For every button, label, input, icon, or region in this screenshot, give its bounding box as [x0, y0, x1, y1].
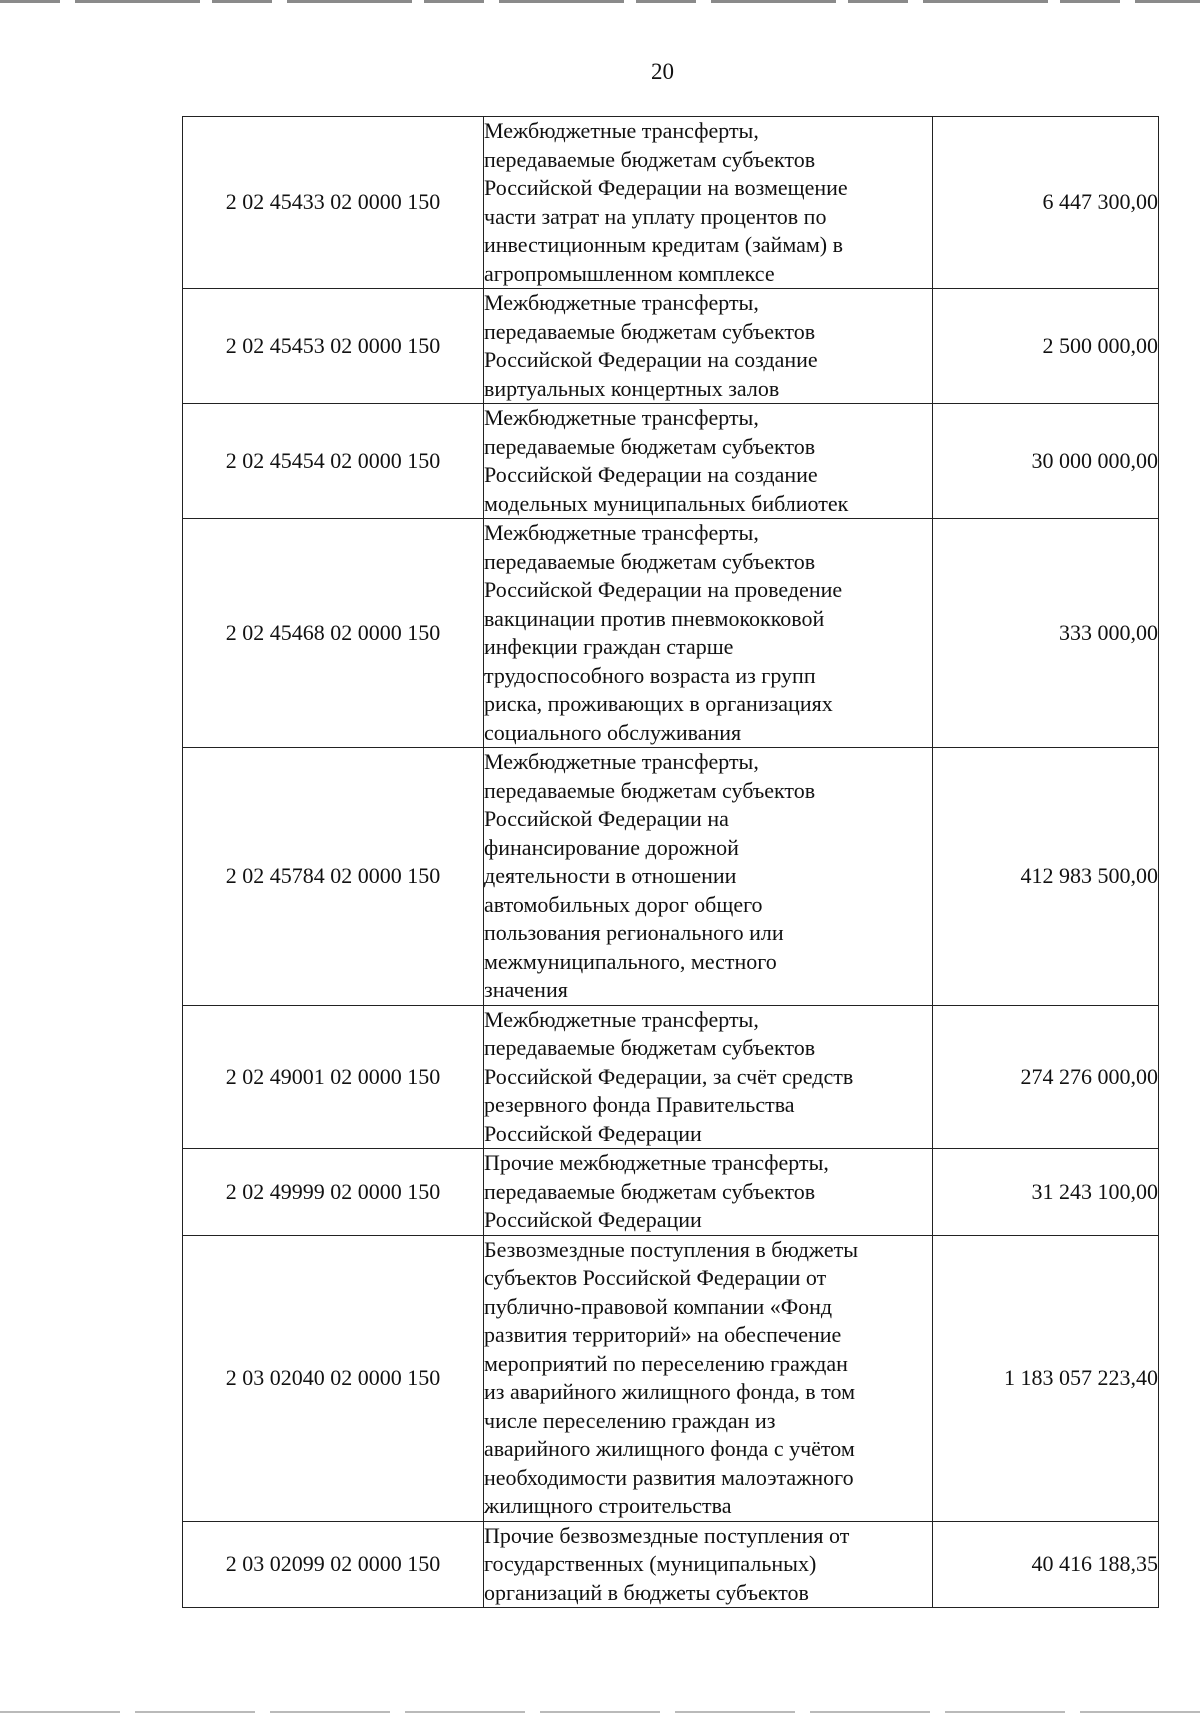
description-line: Безвозмездные поступления в бюджеты: [484, 1236, 858, 1262]
amount-cell: 274 276 000,00: [933, 1005, 1159, 1149]
description-cell: [484, 1149, 933, 1236]
description-line: субъектов Российской Федерации от: [484, 1265, 827, 1290]
amount-cell: 31 243 100,00: [933, 1149, 1159, 1236]
description-line: Российской Федерации на: [484, 806, 729, 831]
description-line: передаваемые бюджетам субъектов: [484, 548, 816, 574]
description-line: Межбюджетные трансферты,: [484, 1006, 759, 1032]
description-line: передаваемые бюджетам субъектов: [484, 146, 816, 172]
description-line: Межбюджетные трансферты,: [484, 118, 759, 143]
budget-revenue-table: [182, 116, 1159, 1608]
description-line: трудоспособного возраста из групп: [484, 662, 816, 688]
description-cell: [484, 117, 933, 289]
description-line: Прочие безвозмездные поступления от: [484, 1522, 850, 1548]
description-line: Российской Федерации: [484, 1120, 702, 1146]
description-line: передаваемые бюджетам субъектов: [484, 433, 816, 459]
budget-code-cell: 2 02 45468 02 0000 150: [183, 519, 484, 748]
table-row: [183, 1005, 1159, 1149]
amount-cell: 333 000,00: [933, 519, 1159, 748]
description-line: числе переселению граждан из: [484, 1407, 776, 1433]
description-line: пользования регионального или: [484, 920, 784, 945]
table-row: [183, 519, 1159, 748]
description-line: Межбюджетные трансферты,: [484, 405, 759, 430]
description-cell: [484, 1521, 933, 1608]
description-cell: [484, 519, 933, 748]
description-line: передаваемые бюджетам субъектов: [484, 1178, 816, 1204]
description-line: Межбюджетные трансферты,: [484, 749, 759, 774]
table-row: [183, 1235, 1159, 1521]
description-line: передаваемые бюджетам субъектов: [484, 1035, 816, 1060]
description-line: развития территорий» на обеспечение: [484, 1322, 842, 1347]
description-line: части затрат на уплату процентов по: [484, 203, 827, 229]
description-cell: [484, 748, 933, 1006]
table-row: [183, 748, 1159, 1006]
budget-code-cell: 2 03 02040 02 0000 150: [183, 1235, 484, 1521]
budget-code-cell: 2 02 45454 02 0000 150: [183, 404, 484, 519]
description-line: межмуниципального, местного: [484, 948, 777, 974]
budget-code-cell: 2 02 45453 02 0000 150: [183, 289, 484, 404]
budget-code-cell: 2 03 02099 02 0000 150: [183, 1521, 484, 1608]
description-line: жилищного строительства: [484, 1493, 732, 1518]
amount-cell: 40 416 188,35: [933, 1521, 1159, 1608]
description-line: Прочие межбюджетные трансферты,: [484, 1150, 829, 1175]
description-cell: [484, 1235, 933, 1521]
description-cell: [484, 1005, 933, 1149]
amount-cell: 412 983 500,00: [933, 748, 1159, 1006]
budget-code-cell: 2 02 49001 02 0000 150: [183, 1005, 484, 1149]
description-cell: [484, 404, 933, 519]
table-row: [183, 1521, 1159, 1608]
description-line: Российской Федерации на возмещение: [484, 175, 848, 200]
description-line: инвестиционным кредитам (займам) в: [484, 232, 843, 257]
description-line: передаваемые бюджетам субъектов: [484, 777, 816, 803]
description-line: Российской Федерации на создание: [484, 347, 818, 372]
description-line: Межбюджетные трансферты,: [484, 290, 759, 315]
description-line: автомобильных дорог общего: [484, 891, 763, 917]
description-line: виртуальных концертных залов: [484, 375, 780, 401]
amount-cell: 2 500 000,00: [933, 289, 1159, 404]
description-line: финансирование дорожной: [484, 834, 739, 860]
description-cell: [484, 289, 933, 404]
amount-cell: 1 183 057 223,40: [933, 1235, 1159, 1521]
description-line: агропромышленном комплексе: [484, 260, 775, 286]
description-line: Российской Федерации на проведение: [484, 577, 843, 602]
table-body: [183, 117, 1159, 1608]
description-line: резервного фонда Правительства: [484, 1092, 795, 1117]
scan-edge-bottom: [0, 1711, 1200, 1713]
description-line: государственных (муниципальных): [484, 1551, 817, 1576]
description-line: необходимости развития малоэтажного: [484, 1464, 854, 1490]
budget-code-cell: 2 02 49999 02 0000 150: [183, 1149, 484, 1236]
description-line: Российской Федерации на создание: [484, 462, 818, 487]
description-line: модельных муниципальных библиотек: [484, 490, 849, 516]
description-line: публично-правовой компании «Фонд: [484, 1293, 833, 1319]
description-line: социального обслуживания: [484, 719, 742, 745]
table-row: [183, 289, 1159, 404]
scan-edge-top: [0, 0, 1200, 3]
amount-cell: 30 000 000,00: [933, 404, 1159, 519]
description-line: организаций в бюджеты субъектов: [484, 1579, 809, 1605]
budget-code-cell: 2 02 45784 02 0000 150: [183, 748, 484, 1006]
budget-code-cell: 2 02 45433 02 0000 150: [183, 117, 484, 289]
table-row: [183, 117, 1159, 289]
description-line: значения: [484, 977, 568, 1002]
description-line: аварийного жилищного фонда с учётом: [484, 1436, 855, 1461]
amount-cell: 6 447 300,00: [933, 117, 1159, 289]
table-row: [183, 1149, 1159, 1236]
page-number: 20: [651, 59, 674, 84]
description-line: из аварийного жилищного фонда, в том: [484, 1379, 856, 1404]
description-line: Российской Федерации, за счёт средств: [484, 1063, 854, 1089]
description-line: деятельности в отношении: [484, 863, 737, 888]
description-line: Российской Федерации: [484, 1207, 702, 1232]
description-line: мероприятий по переселению граждан: [484, 1350, 848, 1376]
description-line: инфекции граждан старше: [484, 634, 734, 659]
description-line: Межбюджетные трансферты,: [484, 520, 759, 545]
table-row: [183, 404, 1159, 519]
description-line: передаваемые бюджетам субъектов: [484, 318, 816, 344]
description-line: риска, проживающих в организациях: [484, 691, 833, 716]
description-line: вакцинации против пневмококковой: [484, 605, 825, 631]
